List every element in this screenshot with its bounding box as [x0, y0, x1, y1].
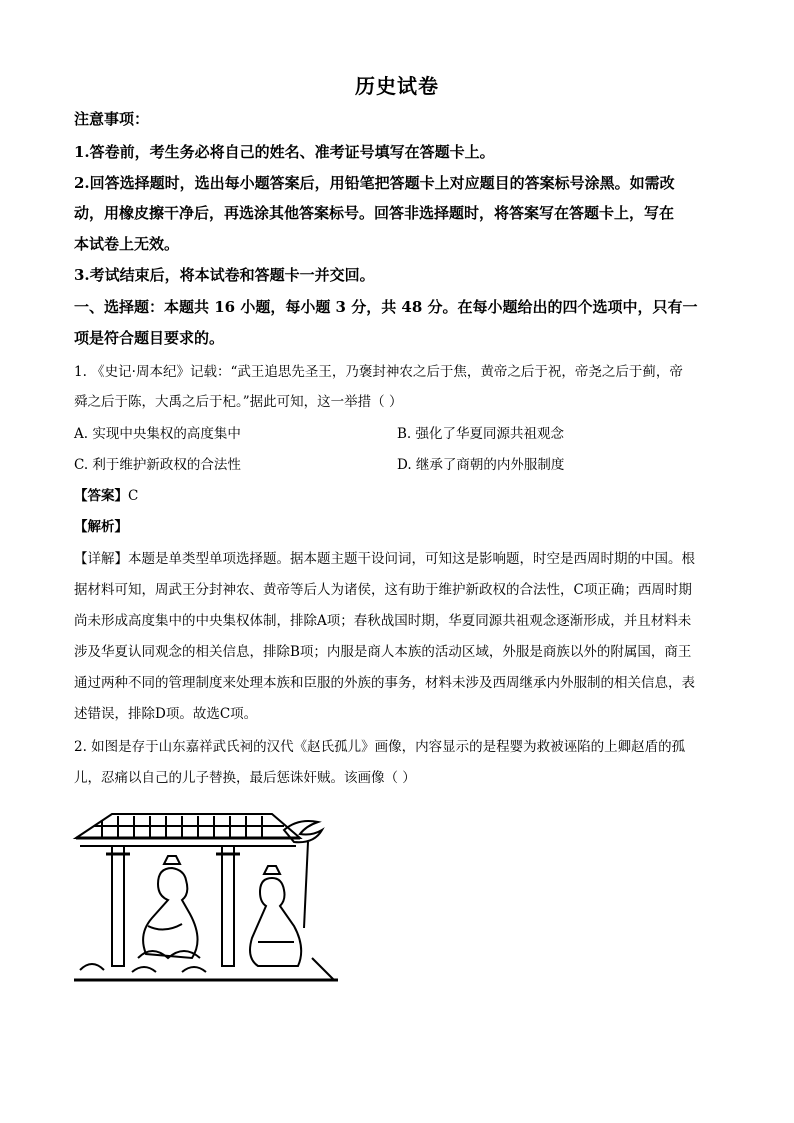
section-heading-line-2: 项是符合题目要求的。 [74, 329, 225, 347]
q1-detail-line-3: 尚未形成高度集中的中央集权体制，排除A项；春秋战国时期，华夏同源共祖观念逐渐形成，并且材料未 [74, 613, 692, 629]
q1-detail-line-4: 涉及华夏认同观念的相关信息，排除B项；内服是商人本族的活动区域，外服是商族以外的附属国，商王 [74, 644, 692, 660]
answer-value: C [128, 488, 139, 504]
notice-heading: 注意事项： [74, 110, 150, 128]
q2-stem-line-2: 儿，忍痛以自己的儿子替换，最后惩诛奸贼。该画像（ ） [74, 770, 416, 786]
answer-tag: 【答案】 [74, 488, 128, 504]
notice-item-2-line-2: 动，用橡皮擦干净后，再选涂其他答案标号。回答非选择题时，将答案写在答题卡上，写在 [74, 204, 675, 222]
q1-detail-line-5: 通过两种不同的管理制度来处理本族和臣服的外族的事务，材料未涉及西周继承内外服制的相关信息，表 [74, 675, 695, 691]
page-title: 历史试卷 [355, 74, 439, 98]
han-stone-relief-figure [72, 808, 340, 990]
q1-option-b: B. 强化了华夏同源共祖观念 [397, 426, 565, 442]
q1-detail-line-1: 【详解】本题是单类型单项选择题。据本题主题干设问词，可知这是影响题，时空是西周时期的中国。根 [74, 551, 695, 567]
figure-left [143, 868, 197, 958]
q1-detail-line-2: 据材料可知，周武王分封神农、黄帝等后人为诸侯，这有助于维护新政权的合法性，C项正确；西周时期 [74, 582, 692, 598]
notice-item-3: 3.考试结束后，将本试卷和答题卡一并交回。 [74, 266, 375, 284]
figure-right [250, 878, 301, 966]
q2-stem-line-1: 2. 如图是存于山东嘉祥武氏祠的汉代《赵氏孤儿》画像，内容显示的是程婴为救被诬陷的上卿赵盾的孤 [74, 739, 686, 755]
q1-option-a: A. 实现中央集权的高度集中 [74, 426, 241, 442]
q1-option-d: D. 继承了商朝的内外服制度 [397, 457, 565, 473]
q1-analysis-tag: 【解析】 [74, 519, 128, 535]
q1-stem-line-1: 1. 《史记·周本纪》记载：“武王追思先圣王，乃褒封神农之后于焦，黄帝之后于祝，帝尧之后于蓟，帝 [74, 364, 683, 380]
q1-stem-line-2: 舜之后于陈，大禹之后于杞。”据此可知，这一举措（ ） [74, 394, 403, 410]
notice-item-2-line-1: 2.回答选择题时，选出每小题答案后，用铅笔把答题卡上对应题目的答案标号涂黑。如需改 [74, 174, 675, 192]
notice-item-1: 1.答卷前，考生务必将自己的姓名、准考证号填写在答题卡上。 [74, 143, 495, 161]
q1-detail-line-6: 述错误，排除D项。故选C项。 [74, 706, 258, 722]
q1-option-c: C. 利于维护新政权的合法性 [74, 457, 241, 473]
q1-answer [74, 484, 138, 504]
section-heading-line-1: 一、选择题：本题共 16 小题，每小题 3 分，共 48 分。在每小题给出的四个选项中，只有一 [74, 298, 698, 316]
notice-item-2-line-3: 本试卷上无效。 [74, 235, 180, 253]
